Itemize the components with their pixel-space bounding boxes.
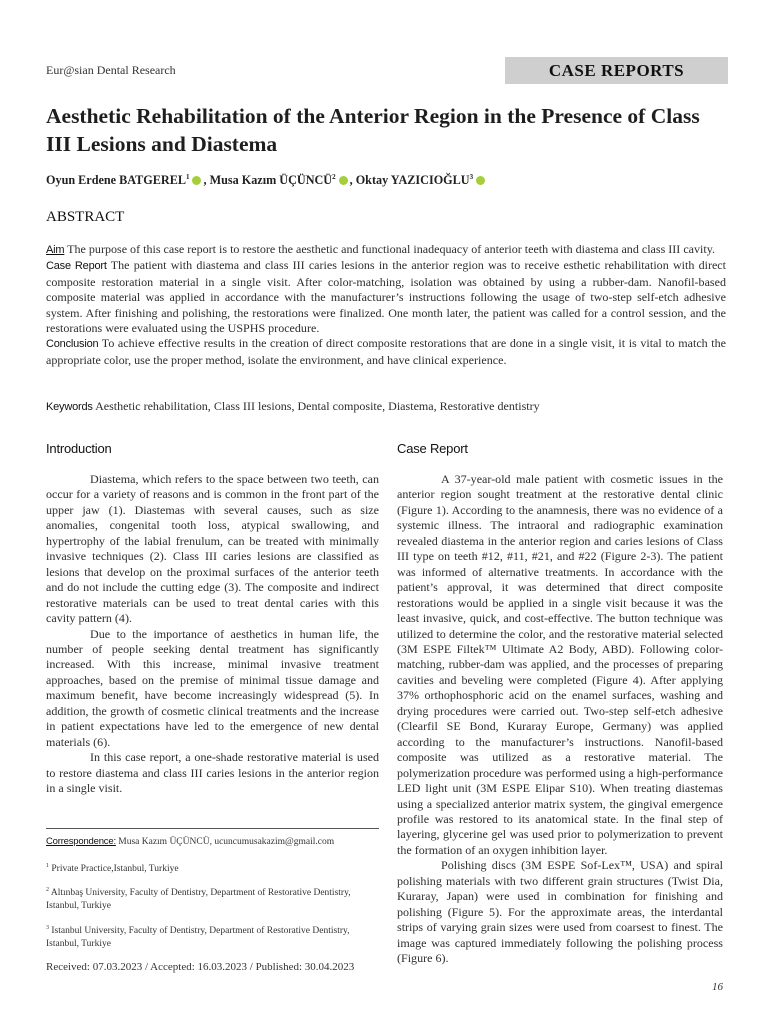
introduction-heading: Introduction (46, 441, 112, 456)
introduction-paragraph: Diastema, which refers to the space between two teeth, can occur for a variety of reasons and is common in the front part of the upper jaw (1). Diastemas with several causes, such as size anomalies, congenital tooth loss, atypical swallowing, and hypertrophy of the labial frenulum, can be treated with minimally invasive techniques (2). Class III caries lesions are classified as lesions that develop on the proximal surfaces of the anterior teeth and do not include the cutting edge (3). The composite and indirect restorative materials can be used to treat dental caries with this cavity pattern (4). (46, 472, 379, 626)
abstract-conclusion (46, 336, 726, 368)
footnote-divider (46, 828, 379, 829)
affiliation-text: Istanbul University, Faculty of Dentistry, Department of Restorative Dentistry, Istanbul, Turkiye (46, 926, 350, 949)
author-affiliation-mark: 3 (469, 173, 474, 181)
keywords (46, 399, 726, 414)
affiliation-text: Altınbaş University, Faculty of Dentistry, Department of Restorative Dentistry, Istanbul, Turkiye (46, 888, 351, 911)
case-report-label: Case Report (46, 260, 107, 273)
affiliation-mark: 2 (46, 887, 49, 893)
author-name: Oyun Erdene BATGEREL (46, 173, 186, 188)
author-separator: , (349, 173, 356, 188)
affiliation-3 (46, 922, 379, 950)
affiliation-1 (46, 860, 379, 876)
correspondence-text: Musa Kazım ÜÇÜNCÜ, ucuncumusakazim@gmail.com (118, 837, 335, 847)
orcid-icon[interactable] (476, 176, 485, 185)
conclusion-label: Conclusion (46, 338, 99, 351)
aim-label: Aim (46, 244, 65, 256)
correspondence-label: Correspondence: (46, 836, 116, 847)
section-banner: CASE REPORTS (505, 57, 728, 84)
case-report-body (397, 472, 723, 967)
publication-dates: Received: 07.03.2023 / Accepted: 16.03.2023 / Published: 30.04.2023 (46, 961, 355, 973)
abstract-heading: ABSTRACT (46, 209, 125, 225)
author-separator: , (203, 173, 210, 188)
article-title: Aesthetic Rehabilitation of the Anterior Region in the Presence of Class III Lesions and Diastema (46, 104, 700, 156)
author-affiliation-mark: 2 (332, 173, 336, 181)
affiliation-mark: 3 (46, 925, 49, 931)
case-report-heading: Case Report (397, 441, 468, 456)
author-list (46, 173, 487, 188)
orcid-icon[interactable] (192, 176, 201, 185)
correspondence (46, 836, 379, 849)
affiliation-mark: 1 (46, 863, 49, 869)
abstract-body (46, 242, 726, 368)
orcid-icon[interactable] (339, 176, 348, 185)
author-affiliation-mark: 1 (185, 173, 190, 181)
conclusion-text: To achieve effective results in the creation of direct composite restorations that are done in a single visit, it is vital to match the appropriate color, use the proper method, isolate the environment, and have clinical experience. (46, 336, 726, 367)
abstract-aim (46, 242, 726, 258)
case-report-paragraph: A 37-year-old male patient with cosmetic issues in the anterior region sought treatment at the restorative dental clinic (Figure 1). According to the anamnesis, there was no evidence of a systemic illness. The intraoral and radiographic examination revealed diastema in the anterior region and caries lesions of Class III type on teeth #12, #11, #21, and #22 (Figure 2-3). The patient was informed of alternative treatments. In accordance with the patient’s approval, it was determined that direct composite restorations would be applied in a single visit because it was the least invasive, quick, and cost-effective. The button technique was utilized to determine the color, and the restorative material selected (3M ESPE Filtek™ Ultimate A2 Body, ABD). Following color-matching, rubber-dam was applied, and the processes of preparing cavities and beveling were completed (Figure 4). After applying 37% orthophosphoric acid on the enamel surfaces, washing and drying procedures were carried out. Two-step self-etch adhesive (Clearfil SE Bond, Kuraray Europe, Germany) was applied according to the manufacturer’s instructions. Nanofil-based composite was utilized as a restorative material. The polymerization procedure was performed using a high-performance LED light unit (3M ESPE Elipar S10). When treating diastemas using a specialized anterior matrix system, the gingival emergence profile was restored to its anatomical state. In the final step of layering, glycerine gel was used prior to polymerization to prevent the formation of an oxygen inhibition layer. (397, 472, 723, 857)
case-report-paragraph: Polishing discs (3M ESPE Sof-Lex™, USA) and spiral polishing materials with two different grain structures (Twist Dia, Kuraray, Japan) were used in combination for finishing and polishing (Figure 5). For the approximate areas, the interdantal strips of varying grain sizes were used from coarsest to finest. The image was captured immediately following the polishing process (Figure 6). (397, 858, 723, 966)
author-name: Oktay YAZICIOĞLU (355, 173, 470, 188)
aim-text: The purpose of this case report is to restore the aesthetic and functional inadequacy of anterior teeth with diastema and class III cavity. (67, 242, 715, 256)
introduction-paragraph: Due to the importance of aesthetics in human life, the number of people seeking dental treatment has significantly increased. With this increase, minimal invasive treatment approaches, based on the premise of minimal tissue damage and maximum benefit, have become increasingly widespread (5). In addition, the growth of cosmetic clinical treatments and the increase in patient expectations have led to the emergence of new dental materials (6). (46, 626, 379, 749)
introduction-paragraph: In this case report, a one-shade restorative material is used to restore diastema and class III caries lesions in the anterior region in a single visit. (46, 750, 379, 796)
keywords-label: Keywords (46, 401, 93, 413)
introduction-body (46, 472, 379, 797)
journal-name: Eur@sian Dental Research (46, 63, 176, 77)
affiliation-2 (46, 884, 379, 912)
abstract-case-report (46, 258, 726, 336)
author-name: Musa Kazım ÜÇÜNCÜ (209, 173, 333, 188)
case-report-text: The patient with diastema and class III caries lesions in the anterior region was to receive esthetic rehabilitation with direct composite restoration material in a single visit. After color-matching, isolation was obtained by using a rubber-dam. Nanofil-based composite material was applied in accordance with the manufacturer’s instructions following the usage of two-step self-etch adhesive system. After finishing and polishing, the restorations were finalized. One month later, the patient was called for a control session, and the restorations were evaluated using the USPHS procedure. (46, 258, 726, 336)
affiliation-text: Private Practice,Istanbul, Turkiye (51, 864, 179, 875)
keywords-text: Aesthetic rehabilitation, Class III lesions, Dental composite, Diastema, Restorative dentistry (95, 399, 540, 413)
page-number: 16 (712, 981, 723, 993)
